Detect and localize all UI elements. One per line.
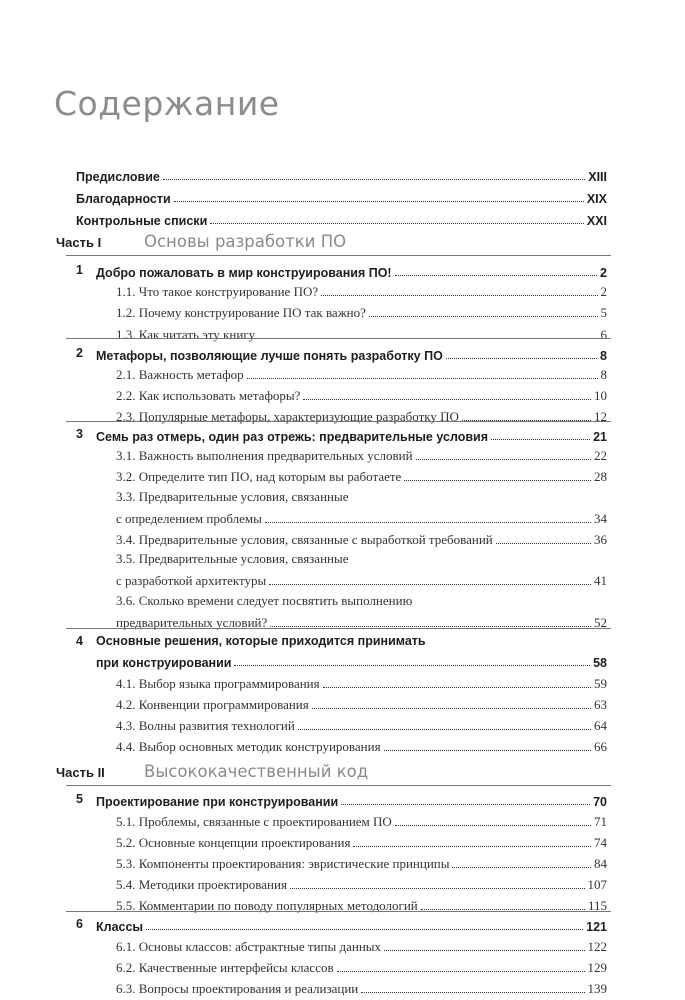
- page-number: 8: [600, 367, 607, 382]
- toc-section-entry[interactable]: [116, 569, 607, 589]
- page-number: 6: [600, 327, 607, 342]
- chapter-number: 3: [76, 427, 83, 441]
- leader-dots: [446, 358, 597, 359]
- page-number: 107: [587, 877, 607, 892]
- page-number: 64: [594, 718, 607, 733]
- entry-label: 6.2. Качественные интерфейсы классов: [116, 960, 334, 975]
- page-number: 10: [594, 388, 607, 403]
- entry-label: 3.2. Определите тип ПО, над которым вы работаете: [116, 469, 402, 484]
- entry-label: 5.4. Методики проектирования: [116, 877, 287, 892]
- toc-entry-preface[interactable]: [76, 164, 607, 184]
- toc-chapter-entry[interactable]: [96, 424, 607, 444]
- toc-chapter-entry[interactable]: [96, 650, 607, 670]
- page-number: 34: [594, 511, 607, 526]
- toc-section-entry[interactable]: [116, 693, 607, 713]
- entry-label: 1.2. Почему конструирование ПО так важно?: [116, 305, 366, 320]
- section-label-line: 3.5. Предварительные условия, связанные: [116, 551, 349, 566]
- page-number: 52: [594, 615, 607, 630]
- leader-dots: [247, 378, 598, 379]
- page-number: 5: [600, 305, 607, 320]
- toc-section-entry[interactable]: [116, 384, 607, 404]
- toc-chapter-entry[interactable]: [96, 260, 607, 280]
- leader-dots: [312, 708, 591, 709]
- entry-label: Контрольные списки: [76, 214, 208, 228]
- page-number: 63: [594, 697, 607, 712]
- entry-label: при конструировании: [96, 656, 232, 670]
- leader-dots: [265, 522, 591, 523]
- leader-dots: [384, 950, 584, 951]
- toc-entry-acknowledgements[interactable]: [76, 186, 607, 206]
- entry-label: 4.3. Волны развития технологий: [116, 718, 295, 733]
- toc-section-entry[interactable]: [116, 956, 607, 976]
- toc-section-entry[interactable]: [116, 444, 607, 464]
- toc-section-entry[interactable]: [116, 363, 607, 383]
- toc-section-entry[interactable]: [116, 873, 607, 893]
- leader-dots: [323, 687, 591, 688]
- toc-section-entry[interactable]: [116, 977, 607, 997]
- toc-section-entry[interactable]: [116, 810, 607, 830]
- entry-label: 2.2. Как использовать метафоры?: [116, 388, 301, 403]
- leader-dots: [341, 804, 590, 805]
- page-number: 41: [594, 573, 607, 588]
- leader-dots: [163, 179, 585, 180]
- chapter-divider: [66, 911, 611, 912]
- page-number: 70: [593, 795, 607, 809]
- part-heading: [56, 762, 368, 781]
- page-number: XIX: [586, 192, 607, 206]
- chapter-number: 4: [76, 634, 83, 648]
- part-title: Основы разработки ПО: [144, 232, 347, 251]
- entry-label: Предисловие: [76, 170, 160, 184]
- chapter-number: 6: [76, 917, 83, 931]
- toc-section-entry[interactable]: [116, 672, 607, 692]
- part-label: Часть I: [56, 235, 102, 250]
- part-divider: [66, 785, 611, 786]
- leader-dots: [395, 275, 597, 276]
- leader-dots: [404, 480, 591, 481]
- page-title: Содержание: [54, 84, 280, 123]
- page-number: 74: [594, 835, 607, 850]
- entry-label: 4.1. Выбор языка программирования: [116, 676, 320, 691]
- section-label-line: 3.3. Предварительные условия, связанные: [116, 489, 349, 504]
- leader-dots: [337, 971, 585, 972]
- entry-label: 2.3. Популярные метафоры, характеризующие разработку ПО: [116, 409, 459, 424]
- toc-section-entry[interactable]: [116, 852, 607, 872]
- toc-chapter-entry[interactable]: [96, 789, 607, 809]
- toc-section-entry[interactable]: [116, 528, 607, 548]
- toc-section-entry[interactable]: [116, 280, 607, 300]
- leader-dots: [384, 750, 591, 751]
- leader-dots: [321, 295, 597, 296]
- entry-label: 1.3. Как читать эту книгу: [116, 327, 256, 342]
- page-number: 28: [594, 469, 607, 484]
- leader-dots: [270, 626, 591, 627]
- toc-entry-checklists[interactable]: [76, 208, 607, 228]
- entry-label: с определением проблемы: [116, 511, 262, 526]
- entry-label: 5.5. Комментарии по поводу популярных методологий: [116, 898, 418, 913]
- entry-label: 2.1. Важность метафор: [116, 367, 244, 382]
- leader-dots: [290, 888, 585, 889]
- entry-label: 4.2. Конвенции программирования: [116, 697, 309, 712]
- entry-label: 3.1. Важность выполнения предварительных условий: [116, 448, 413, 463]
- entry-label: Семь раз отмерь, один раз отрежь: предварительные условия: [96, 430, 489, 444]
- leader-dots: [369, 316, 598, 317]
- page-number: XIII: [588, 170, 607, 184]
- toc-section-entry[interactable]: [116, 301, 607, 321]
- part-divider: [66, 255, 611, 256]
- entry-label: 4.4. Выбор основных методик конструирования: [116, 739, 381, 754]
- leader-dots: [234, 665, 590, 666]
- chapter-title-line: Основные решения, которые приходится принимать: [96, 634, 426, 648]
- entry-label: 5.2. Основные концепции проектирования: [116, 835, 351, 850]
- toc-section-entry[interactable]: [116, 935, 607, 955]
- toc-section-entry[interactable]: [116, 465, 607, 485]
- section-label-line: 3.6. Сколько времени следует посвятить выполнению: [116, 593, 413, 608]
- page-number: 115: [587, 898, 607, 913]
- page-number: 36: [594, 532, 607, 547]
- chapter-number: 5: [76, 792, 83, 806]
- page-number: 2: [600, 266, 607, 280]
- leader-dots: [491, 439, 590, 440]
- page-number: 122: [587, 939, 607, 954]
- chapter-number: 1: [76, 263, 83, 277]
- leader-dots: [395, 825, 591, 826]
- leader-dots: [269, 584, 591, 585]
- entry-label: 5.1. Проблемы, связанные с проектированием ПО: [116, 814, 392, 829]
- page-number: 139: [587, 981, 607, 996]
- toc-chapter-entry[interactable]: [96, 343, 607, 363]
- toc-section-entry[interactable]: [116, 323, 607, 343]
- entry-label: Классы: [96, 920, 144, 934]
- leader-dots: [174, 201, 584, 202]
- entry-label: с разработкой архитектуры: [116, 573, 267, 588]
- page-number: 2: [600, 284, 607, 299]
- page-number: 21: [593, 430, 607, 444]
- leader-dots: [210, 223, 584, 224]
- leader-dots: [303, 399, 591, 400]
- entry-label: 6.1. Основы классов: абстрактные типы данных: [116, 939, 382, 954]
- part-heading: [56, 232, 346, 251]
- entry-label: Проектирование при конструировании: [96, 795, 339, 809]
- toc-section-entry[interactable]: [116, 831, 607, 851]
- leader-dots: [416, 459, 591, 460]
- toc-section-entry[interactable]: [116, 405, 607, 425]
- toc-section-entry[interactable]: [116, 714, 607, 734]
- entry-label: предварительных условий?: [116, 615, 268, 630]
- chapter-divider: [66, 421, 611, 422]
- chapter-divider: [66, 338, 611, 339]
- leader-dots: [353, 846, 591, 847]
- leader-dots: [452, 867, 591, 868]
- page-number: XXI: [586, 214, 607, 228]
- entry-label: 5.3. Компоненты проектирования: эвристические принципы: [116, 856, 450, 871]
- entry-label: 6.3. Вопросы проектирования и реализации: [116, 981, 359, 996]
- page-number: 12: [594, 409, 607, 424]
- part-title: Высококачественный код: [144, 762, 369, 781]
- entry-label: Метафоры, позволяющие лучше понять разработку ПО: [96, 349, 443, 363]
- chapter-number: 2: [76, 346, 83, 360]
- page-number: 58: [593, 656, 607, 670]
- page-number: 84: [594, 856, 607, 871]
- entry-label: 1.1. Что такое конструирование ПО?: [116, 284, 319, 299]
- page-number: 66: [594, 739, 607, 754]
- page-number: 129: [587, 960, 607, 975]
- toc-section-entry[interactable]: [116, 507, 607, 527]
- page-number: 22: [594, 448, 607, 463]
- page-number: 71: [594, 814, 607, 829]
- toc-section-entry[interactable]: [116, 735, 607, 755]
- entry-label: 3.4. Предварительные условия, связанные с выработкой требований: [116, 532, 493, 547]
- entry-label: Благодарности: [76, 192, 171, 206]
- toc-chapter-entry[interactable]: [96, 914, 607, 934]
- leader-dots: [298, 729, 591, 730]
- entry-label: Добро пожаловать в мир конструирования ПО!: [96, 266, 392, 280]
- page-number: 59: [594, 676, 607, 691]
- page-number: 8: [600, 349, 607, 363]
- leader-dots: [146, 929, 583, 930]
- part-label: Часть II: [56, 765, 105, 780]
- leader-dots: [421, 909, 585, 910]
- chapter-divider: [66, 628, 611, 629]
- page-number: 121: [586, 920, 607, 934]
- leader-dots: [496, 543, 591, 544]
- leader-dots: [361, 992, 584, 993]
